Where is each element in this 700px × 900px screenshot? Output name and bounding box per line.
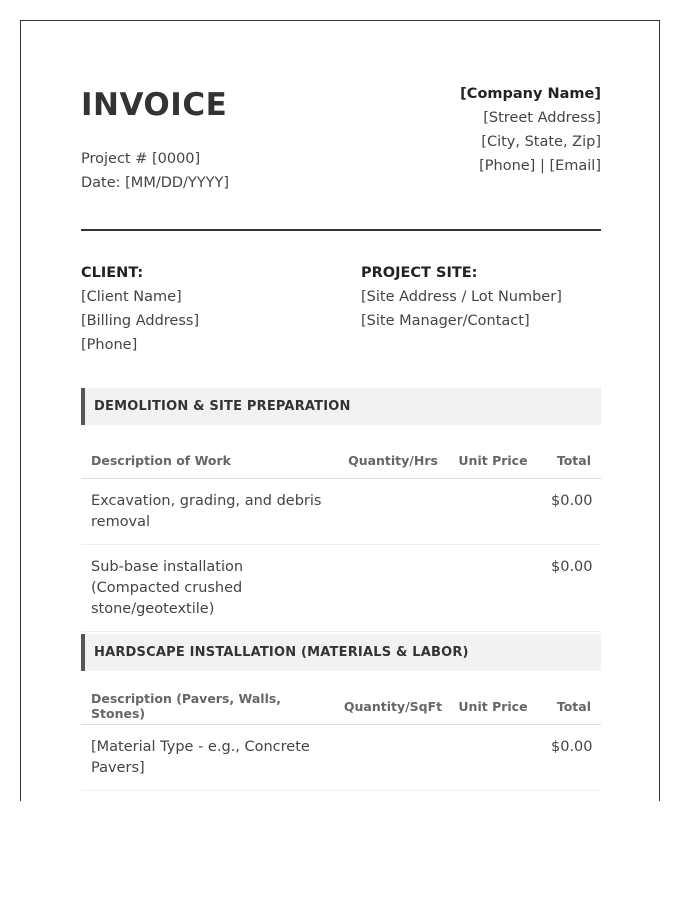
client-billing: [Billing Address] xyxy=(81,313,200,329)
item-unit-price xyxy=(445,725,541,791)
section-heading: DEMOLITION & SITE PREPARATION xyxy=(81,388,601,425)
item-total: $0.00 xyxy=(541,725,601,791)
item-total: $0.00 xyxy=(541,479,601,545)
client-name: [Client Name] xyxy=(81,289,182,305)
table-row xyxy=(81,545,601,632)
item-description: Sub-base installation (Compacted crushed stone/geotextile) xyxy=(81,545,341,632)
line-items-table xyxy=(81,688,601,791)
company-street: [Street Address] xyxy=(483,110,601,126)
project-site-block xyxy=(361,261,562,333)
column-header-total: Total xyxy=(541,688,601,725)
column-header-unit-price: Unit Price xyxy=(445,442,541,479)
item-description: [Material Type - e.g., Concrete Pavers] xyxy=(81,725,341,791)
table-row xyxy=(81,479,601,545)
item-total: $0.00 xyxy=(541,545,601,632)
item-unit-price xyxy=(445,545,541,632)
item-quantity xyxy=(341,479,445,545)
table-header-row xyxy=(81,688,601,725)
invoice-content xyxy=(81,21,601,776)
column-header-quantity: Quantity/SqFt xyxy=(341,688,445,725)
invoice-meta xyxy=(81,147,229,195)
item-description: Excavation, grading, and debris removal xyxy=(81,479,341,545)
column-header-total: Total xyxy=(541,442,601,479)
company-block xyxy=(460,82,601,178)
line-items-table xyxy=(81,442,601,632)
item-unit-price xyxy=(445,479,541,545)
section-demolition xyxy=(81,388,601,632)
invoice-page xyxy=(20,20,660,801)
site-manager: [Site Manager/Contact] xyxy=(361,313,530,329)
item-quantity xyxy=(341,545,445,632)
project-number: Project # [0000] xyxy=(81,151,201,167)
invoice-title: INVOICE xyxy=(81,87,228,123)
invoice-header xyxy=(81,21,601,231)
table-row xyxy=(81,725,601,791)
section-hardscape xyxy=(81,634,601,791)
client-heading: CLIENT: xyxy=(81,265,144,281)
column-header-unit-price: Unit Price xyxy=(445,688,541,725)
header-divider xyxy=(81,229,601,231)
site-address: [Site Address / Lot Number] xyxy=(361,289,562,305)
company-city: [City, State, Zip] xyxy=(481,134,601,150)
column-header-description: Description of Work xyxy=(81,442,341,479)
company-name: [Company Name] xyxy=(460,86,601,102)
company-contact: [Phone] | [Email] xyxy=(479,158,601,174)
item-quantity xyxy=(341,725,445,791)
section-heading: HARDSCAPE INSTALLATION (MATERIALS & LABOR) xyxy=(81,634,601,671)
table-header-row xyxy=(81,442,601,479)
invoice-date: Date: [MM/DD/YYYY] xyxy=(81,175,230,191)
parties-block xyxy=(81,261,601,361)
column-header-description: Description (Pavers, Walls, Stones) xyxy=(81,688,341,725)
client-block xyxy=(81,261,199,357)
column-header-quantity: Quantity/Hrs xyxy=(341,442,445,479)
project-site-heading: PROJECT SITE: xyxy=(361,265,478,281)
client-phone: [Phone] xyxy=(81,337,138,353)
